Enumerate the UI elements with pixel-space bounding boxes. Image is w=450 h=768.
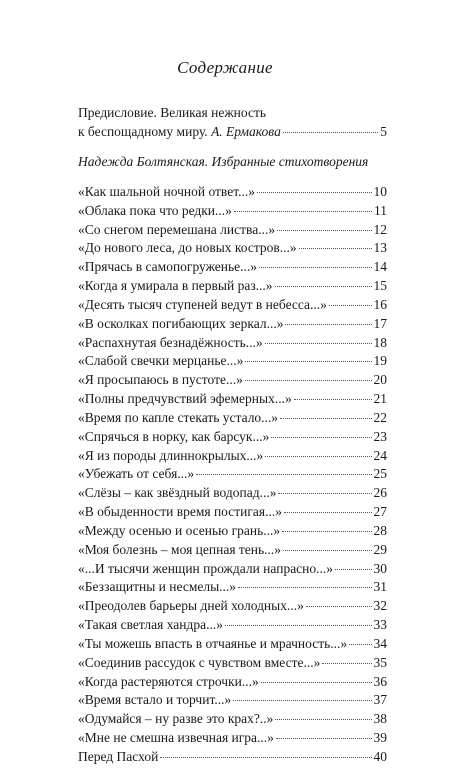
toc-entry [78,316,387,335]
toc-entry [78,391,387,410]
dot-leader [322,663,371,664]
toc-entry-title: «Десять тысяч ступеней ведут в небесса...» [78,296,327,312]
toc-entry-page: 31 [373,579,387,595]
dot-leader [329,305,372,306]
toc-entry-page: 16 [373,296,387,312]
dot-leader [277,230,371,231]
toc-entry [78,561,387,580]
dot-leader [238,587,371,588]
toc-entry-title: «Облака пока что редки...» [78,202,232,218]
toc-entry-title: «Преодолев барьеры дней холодных...» [78,598,304,614]
dot-leader [335,569,371,570]
toc-entry [78,542,387,561]
toc-entry-title: «Моя болезнь – моя цепная тень...» [78,541,282,557]
dot-leader [271,437,371,438]
toc-entry [78,636,387,655]
toc-entry-page: 20 [373,372,387,388]
toc-entry-title: «Прячась в самопогруженье...» [78,259,258,275]
toc-entry [78,598,387,617]
dot-leader [196,474,371,475]
toc-entry-page: 37 [373,692,387,708]
toc-entry-title: «Время по капле стекать устало...» [78,409,279,425]
toc-entry-page: 28 [373,522,387,538]
toc-entry [78,579,387,598]
toc-entry [78,297,387,316]
toc-entry-page: 18 [373,334,387,350]
dot-leader [259,267,371,268]
toc-entry [78,448,387,467]
toc-entry-page: 12 [373,221,387,237]
toc-entry-title: «Слёзы – как звёздный водопад...» [78,485,277,501]
toc-entry [78,730,387,749]
toc-entry-page: 23 [373,428,387,444]
toc-entry [78,466,387,485]
toc-entry-title: «Убежать от себя...» [78,466,195,482]
toc-entry [78,485,387,504]
page-title: Содержание [177,58,273,77]
preface-title-end: к беспощадному миру. [78,124,208,139]
dot-leader [245,361,371,362]
dot-leader [265,343,372,344]
toc-entry-page: 39 [373,730,387,746]
toc-entry-title: «Спрячься в норку, как барсук...» [78,428,270,444]
toc-entry [78,749,387,768]
toc-entry [78,674,387,693]
toc-entry-title: «Соединив рассудок с чувством вместе...» [78,654,321,670]
toc-entry [78,222,387,241]
toc-entry-page: 22 [373,409,387,425]
toc-entry-page: 32 [373,598,387,614]
dot-leader [275,719,371,720]
toc-entry-page: 21 [373,391,387,407]
toc-entry-title: «Мне не смешна извечная игра...» [78,730,274,746]
toc-entry-title: Перед Пасхой [78,748,159,764]
toc-entry [78,504,387,523]
toc-entry-title: «В осколках погибающих зеркал...» [78,315,284,331]
dot-leader [284,512,372,513]
toc-entry [78,372,387,391]
toc-entry-page: 14 [373,259,387,275]
toc-entry [78,711,387,730]
toc-entry-page: 34 [373,635,387,651]
toc-entry [78,617,387,636]
dot-leader [234,211,372,212]
dot-leader [225,625,371,626]
toc-entry-title: «Как шальной ночной ответ...» [78,184,255,199]
toc-entry [78,429,387,448]
toc-entry [78,523,387,542]
toc-entry-page: 25 [373,466,387,482]
toc-entry-title: «Распахнутая безнадёжность...» [78,334,263,350]
toc-entry-title: «Одумайся – ну разве это крах?..» [78,711,274,727]
dot-leader [299,248,372,249]
toc-entry-page: 19 [373,353,387,369]
toc-entry-page: 38 [373,711,387,727]
toc-entry-title: «Я просыпаюсь в пустоте...» [78,372,243,388]
toc-entry [78,278,387,297]
toc-entry-title: «До нового леса, до новых костров...» [78,240,297,256]
section-title: Надежда Болтянская. Избранные стихотворения [78,154,369,169]
toc-entry-page: 27 [373,504,387,520]
dot-leader [275,286,372,287]
preface-author: А. Ермакова [211,124,281,139]
toc-list [78,184,387,768]
toc-entry [78,184,387,203]
dot-leader [349,644,371,645]
dot-leader [285,324,371,325]
preface-page: 5 [380,124,387,139]
toc-entry-page: 30 [373,560,387,576]
toc-entry-page: 15 [373,278,387,294]
dot-leader [283,132,378,133]
toc-entry-page: 40 [373,748,387,764]
toc-entry [78,410,387,429]
toc-entry [78,240,387,259]
toc-entry-page: 13 [373,240,387,256]
dot-leader [245,380,372,381]
dot-leader [283,550,371,551]
toc-entry-page: 11 [374,202,387,218]
toc-entry-title: «Время встало и торчит...» [78,692,232,708]
dot-leader [257,192,372,193]
toc-entry-title: «Я из породы длиннокрылых...» [78,447,264,463]
preface-line-2 [78,122,387,141]
toc-entry-title: «В обыденности время постигая...» [78,504,282,520]
toc-entry [78,203,387,222]
toc-entry-title: «Беззащитны и несмелы...» [78,579,237,595]
dot-leader [233,700,371,701]
dot-leader [282,531,371,532]
toc-entry-title: «Между осенью и осенью грань...» [78,522,281,538]
toc-entry-page: 36 [373,673,387,689]
toc-entry-page: 10 [373,184,387,199]
preface-entry [78,103,387,141]
toc-entry-page: 29 [373,541,387,557]
toc-entry-page: 17 [373,315,387,331]
preface-line-1: Предисловие. Великая нежность [78,105,267,120]
dot-leader [276,738,372,739]
toc-entry-page: 24 [373,447,387,463]
toc-entry-title: «Со снегом перемешана листва...» [78,221,276,237]
toc-entry [78,655,387,674]
toc-entry [78,259,387,278]
toc-entry [78,692,387,711]
toc-entry-title: «Когда я умирала в первый раз...» [78,278,273,294]
dot-leader [306,606,372,607]
toc-entry-title: «Полны предчувствий эфемерных...» [78,391,292,407]
toc-entry-page: 33 [373,617,387,633]
toc-entry-title: «Такая светлая хандра...» [78,617,224,633]
dot-leader [160,757,371,758]
toc-entry-title: «Когда растеряются строчки...» [78,673,259,689]
dot-leader [265,456,371,457]
toc-entry-page: 35 [373,654,387,670]
dot-leader [261,682,372,683]
toc-entry-page: 26 [373,485,387,501]
toc-entry-title: «Слабой свечки мерцанье...» [78,353,244,369]
toc-entry-title: «Ты можешь впасть в отчаянье и мрачность...» [78,635,348,651]
toc-entry [78,335,387,354]
dot-leader [294,399,372,400]
dot-leader [278,493,371,494]
toc-entry-title: «...И тысячи женщин прождали напрасно...» [78,560,334,576]
toc-entry [78,353,387,372]
dot-leader [280,418,371,419]
